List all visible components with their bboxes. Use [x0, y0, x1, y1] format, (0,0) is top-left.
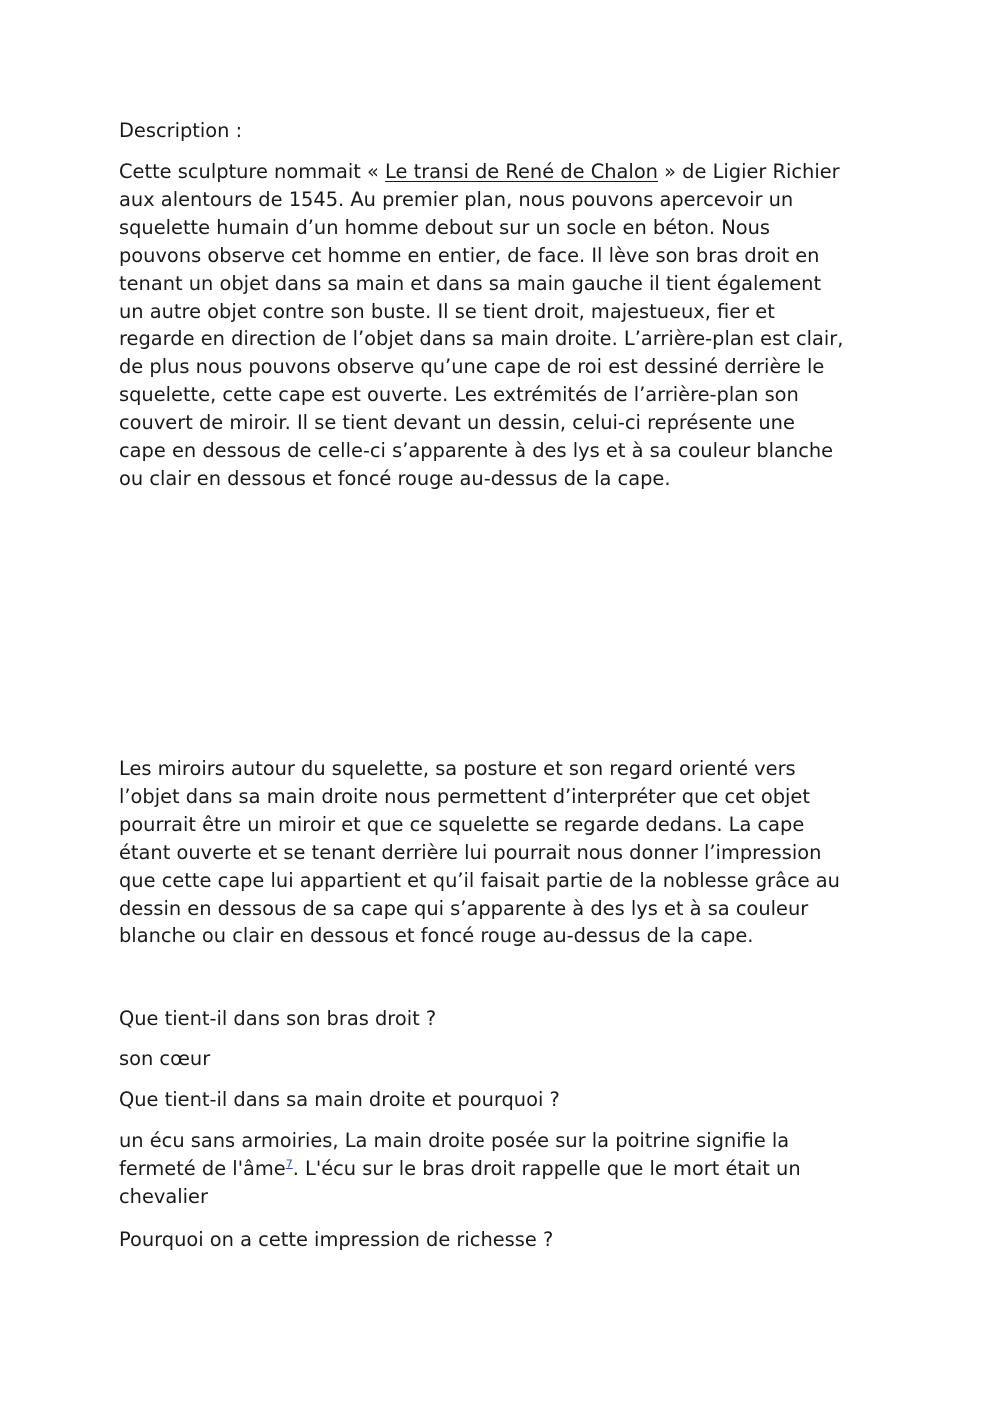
paragraph-line: blanche ou clair en dessous et foncé rouge au-dessus de la cape. [119, 924, 754, 948]
paragraph-line: pouvons observe cet homme en entier, de face. Il lève son bras droit en [119, 243, 820, 267]
question-3: Pourquoi on a cette impression de richesse ? [119, 1228, 554, 1251]
paragraph-line: de plus nous pouvons observe qu’une cape de roi est dessiné derrière le [119, 355, 825, 379]
answer-2 [119, 1127, 879, 1211]
paragraph-line: squelette, cette cape est ouverte. Les extrémités de l’arrière-plan son [119, 383, 799, 407]
question-2: Que tient-il dans sa main droite et pourquoi ? [119, 1088, 560, 1111]
line-text: . L'écu sur le bras droit rappelle que le mort était un [292, 1156, 801, 1180]
paragraph-line: Les miroirs autour du squelette, sa posture et son regard orienté vers [119, 757, 796, 780]
interpretation-paragraph [119, 755, 879, 950]
paragraph-line: regarde en direction de l’objet dans sa main droite. L’arrière-plan est clair, [119, 327, 844, 351]
paragraph-line: aux alentours de 1545. Au premier plan, nous pouvons apercevoir un [119, 187, 794, 211]
sculpture-title-link[interactable]: Le transi de René de Chalon [385, 160, 658, 183]
line-text: Cette sculpture nommait « [119, 160, 386, 183]
paragraph-line: pourrait être un miroir et que ce squelette se regarde dedans. La cape [119, 812, 805, 836]
answer-1: son cœur [119, 1047, 211, 1070]
paragraph-line: étant ouverte et se tenant derrière lui pourrait nous donner l’impression [119, 840, 822, 864]
question-1: Que tient-il dans son bras droit ? [119, 1007, 437, 1030]
line-text: fermeté de l'âme [119, 1156, 286, 1180]
paragraph-line: l’objet dans sa main droite nous permettent d’interpréter que cet objet [119, 784, 810, 808]
description-heading: Description : [119, 119, 243, 142]
paragraph-line: un écu sans armoiries, La main droite posée sur la poitrine signifie la [119, 1129, 790, 1152]
paragraph-line: squelette humain d’un homme debout sur un socle en béton. Nous [119, 215, 770, 239]
paragraph-line: chevalier [119, 1184, 208, 1208]
paragraph-line: ou clair en dessous et foncé rouge au-dessus de la cape. [119, 466, 671, 490]
footnote-reference[interactable]: 7 [285, 1157, 293, 1171]
paragraph-line [119, 158, 879, 186]
line-text: » de Ligier Richier [657, 160, 840, 183]
paragraph-line: un autre objet contre son buste. Il se tient droit, majestueux, fier et [119, 299, 775, 323]
paragraph-line: tenant un objet dans sa main et dans sa main gauche il tient également [119, 271, 822, 295]
paragraph-line [119, 1155, 879, 1183]
paragraph-line: que cette cape lui appartient et qu’il faisait partie de la noblesse grâce au [119, 868, 840, 892]
description-paragraph [119, 158, 879, 493]
paragraph-line: couvert de miroir. Il se tient devant un dessin, celui-ci représente une [119, 411, 795, 435]
paragraph-line: dessin en dessous de sa cape qui s’apparente à des lys et à sa couleur [119, 896, 809, 920]
paragraph-line: cape en dessous de celle-ci s’apparente à des lys et à sa couleur blanche [119, 439, 834, 463]
